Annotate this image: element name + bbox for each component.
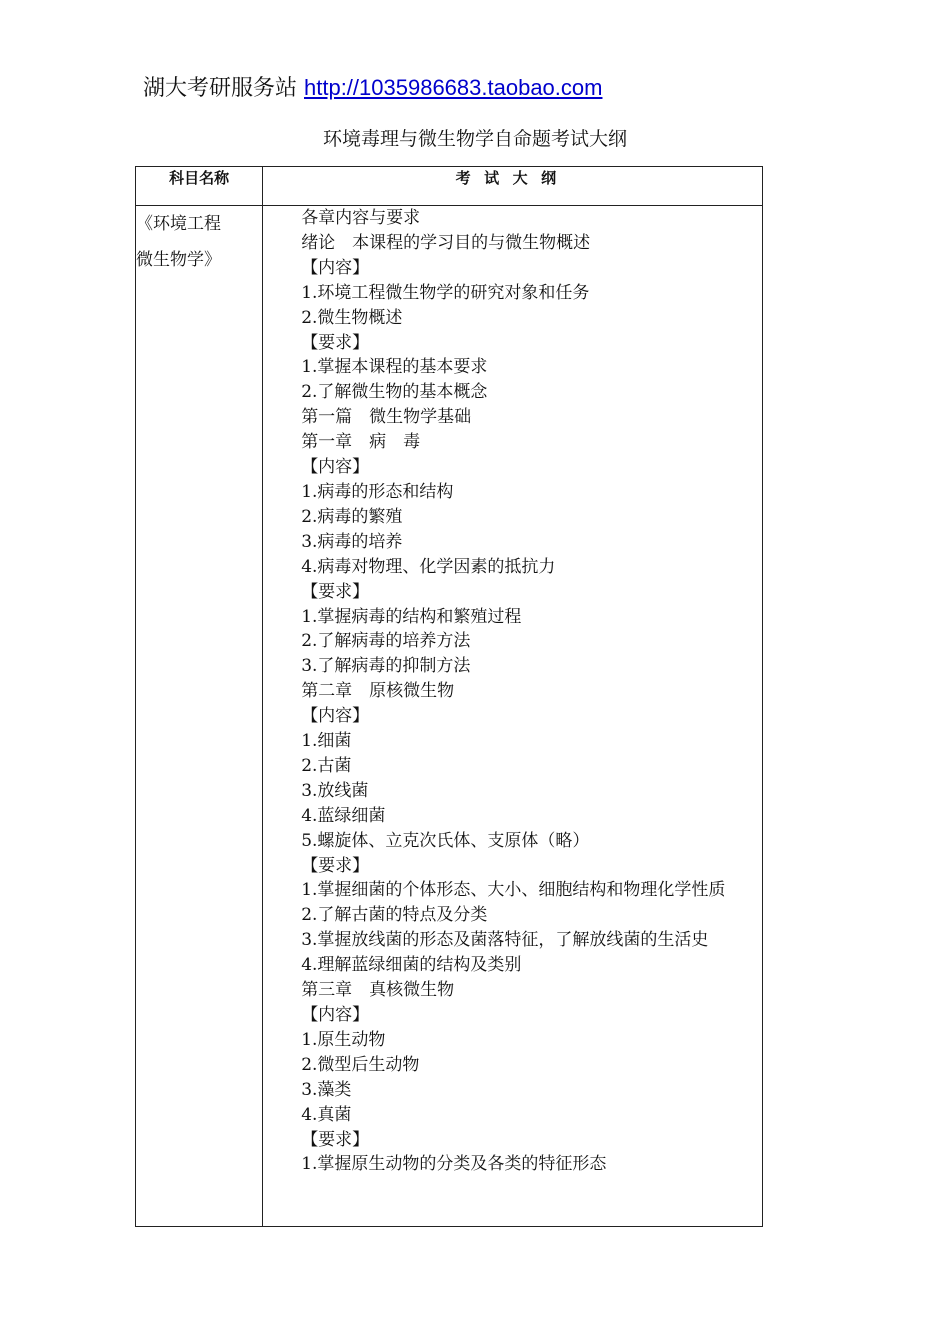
outline-column-header: 考试大纲 — [263, 167, 763, 206]
outline-line: 2.病毒的繁殖 — [301, 506, 403, 527]
outline-line: 1.掌握原生动物的分类及各类的特征形态 — [301, 1154, 607, 1175]
outline-line: 5.螺旋体、立克次氏体、支原体（略） — [301, 830, 590, 851]
shop-link[interactable]: http://1035986683.taobao.com — [304, 75, 603, 100]
outline-line: 3.藻类 — [301, 1079, 352, 1100]
syllabus-table — [135, 166, 763, 1227]
outline-line: 【内容】 — [301, 706, 370, 727]
outline-line: 2.古菌 — [301, 755, 352, 776]
site-name: 湖大考研服务站 — [143, 76, 304, 101]
outline-line: 4.病毒对物理、化学因素的抵抗力 — [301, 556, 556, 577]
outline-line: 【要求】 — [301, 332, 370, 353]
outline-line: 【要求】 — [301, 1129, 370, 1150]
outline-line: 3.放线菌 — [301, 780, 369, 801]
subject-line: 《环境工程 — [136, 214, 221, 234]
outline-line: 【要求】 — [301, 855, 370, 876]
outline-line: 1.病毒的形态和结构 — [301, 481, 454, 502]
outline-line: 3.掌握放线菌的形态及菌落特征，了解放线菌的生活史 — [301, 930, 709, 951]
outline-line: 1.掌握本课程的基本要求 — [301, 357, 488, 378]
outline-line: 第三章 真核微生物 — [301, 980, 455, 1001]
table-row — [136, 206, 763, 1227]
outline-line: 2.了解病毒的培养方法 — [301, 631, 471, 652]
page-header — [143, 72, 602, 105]
table-header-row — [136, 167, 763, 206]
outline-line: 【内容】 — [301, 457, 370, 478]
outline-line: 【内容】 — [301, 1005, 370, 1025]
outline-line: 2.了解微生物的基本概念 — [301, 382, 488, 403]
document-title: 环境毒理与微生物学自命题考试大纲 — [322, 128, 627, 150]
outline-line: 2.微型后生动物 — [301, 1054, 420, 1075]
outline-line: 第一章 病 毒 — [301, 432, 421, 453]
outline-line: 1.原生动物 — [301, 1029, 386, 1050]
outline-line: 各章内容与要求 — [301, 208, 421, 228]
outline-line: 1.掌握细菌的个体形态、大小、细胞结构和物理化学性质 — [301, 880, 726, 901]
subject-line: 微生物学》 — [136, 250, 221, 270]
outline-line: 绪论 本课程的学习目的与微生物概述 — [301, 232, 591, 253]
outline-line: 2.了解古菌的特点及分类 — [301, 905, 488, 926]
outline-line: 4.蓝绿细菌 — [301, 805, 386, 826]
subject-cell — [136, 206, 263, 1227]
outline-line: 1.环境工程微生物学的研究对象和任务 — [301, 282, 590, 303]
outline-line: 4.理解蓝绿细菌的结构及类别 — [301, 955, 522, 976]
outline-cell — [263, 206, 763, 1227]
outline-line: 1.掌握病毒的结构和繁殖过程 — [301, 606, 522, 627]
outline-line: 【内容】 — [301, 257, 370, 278]
outline-line: 第一篇 微生物学基础 — [301, 407, 472, 428]
outline-line: 4.真菌 — [301, 1104, 352, 1125]
subject-column-header: 科目名称 — [136, 167, 263, 206]
outline-line: 【要求】 — [301, 581, 370, 602]
outline-line: 3.了解病毒的抑制方法 — [301, 656, 471, 677]
outline-line: 1.细菌 — [301, 731, 352, 752]
outline-line: 第二章 原核微生物 — [301, 681, 455, 702]
outline-line: 3.病毒的培养 — [301, 531, 403, 552]
outline-line: 2.微生物概述 — [301, 307, 403, 328]
